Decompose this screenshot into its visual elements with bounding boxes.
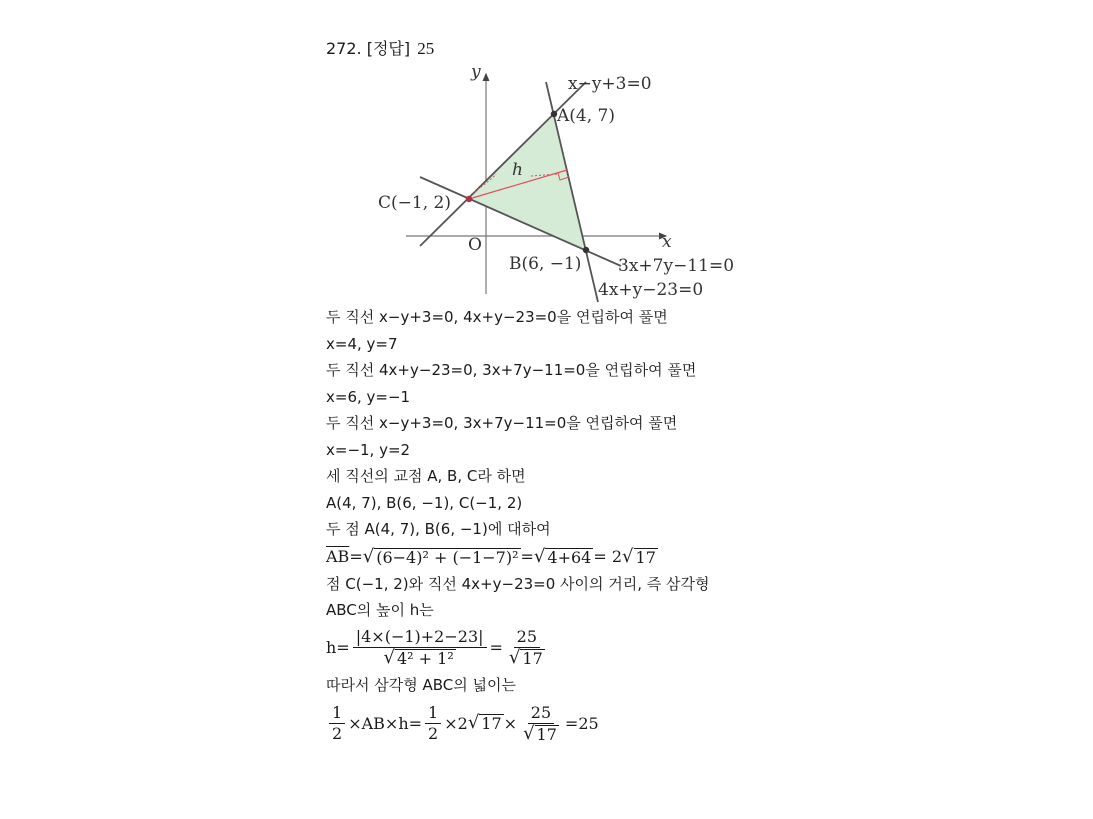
solution-page bbox=[326, 36, 766, 748]
sqrt-3: √ 17 bbox=[622, 545, 656, 567]
eq-sign: = bbox=[349, 547, 363, 566]
area-mid-2: ×2 bbox=[444, 713, 468, 733]
point-b-dot bbox=[583, 247, 589, 253]
text-line: 두 직선 x−y+3=0, 3x+7y−11=0을 연립하여 풀면 bbox=[326, 414, 678, 432]
eq-sign: = bbox=[520, 547, 534, 566]
text-line: 점 C(−1, 2)와 직선 4x+y−23=0 사이의 거리, 즉 삼각형 bbox=[326, 574, 710, 593]
line2-label: 3x+7y−11=0 bbox=[618, 256, 735, 276]
radicand: (6−4)² + (−1−7)² bbox=[376, 547, 519, 567]
text-line: 따라서 삼각형 ABC의 넓이는 bbox=[326, 675, 516, 694]
half-fraction: $\frac{1}{2}$ bbox=[329, 704, 345, 743]
area-fraction: 25 √ 17 bbox=[523, 702, 557, 744]
sqrt-2: √ 4+64 bbox=[533, 545, 592, 567]
area-result: =25 bbox=[564, 713, 599, 733]
point-b-label: B(6, −1) bbox=[509, 254, 582, 274]
h-label: h bbox=[512, 160, 523, 180]
frac-denominator: √ 17 bbox=[508, 647, 543, 668]
h-fraction bbox=[353, 628, 487, 667]
text-line: ABC의 높이 h는 bbox=[326, 601, 434, 619]
point-a-label: A(4, 7) bbox=[557, 106, 615, 126]
sqrt-17: √ 17 bbox=[467, 712, 502, 733]
origin-label: O bbox=[468, 235, 482, 255]
text-line: 두 직선 4x+y−23=0, 3x+7y−11=0을 연립하여 풀면 bbox=[326, 361, 697, 379]
h-fraction-2 bbox=[506, 628, 548, 667]
y-axis-label: y bbox=[471, 62, 481, 82]
x-axis-label: x bbox=[662, 232, 672, 252]
point-c-dot bbox=[466, 196, 472, 202]
text-line: A(4, 7), B(6, −1), C(−1, 2) bbox=[326, 493, 523, 512]
text-line: 세 직선의 교점 A, B, C라 하면 bbox=[326, 467, 526, 485]
text-line: x=6, y=−1 bbox=[326, 387, 411, 406]
answer-value: 25 bbox=[417, 39, 435, 58]
problem-header bbox=[326, 36, 766, 62]
text-line: 두 직선 x−y+3=0, 4x+y−23=0을 연립하여 풀면 bbox=[326, 308, 668, 326]
h-equation bbox=[326, 624, 766, 672]
area-equation bbox=[326, 698, 766, 748]
h-lhs: h= bbox=[326, 638, 350, 657]
text-line: x=−1, y=2 bbox=[326, 440, 411, 459]
sqrt-1: √ (6−4)² + (−1−7)² bbox=[362, 545, 519, 567]
text-line: x=4, y=7 bbox=[326, 334, 398, 353]
ab-segment: $\overline{AB}$ bbox=[326, 547, 350, 566]
problem-number: 272. [정답] bbox=[326, 39, 411, 58]
area-mid-1: ×AB×h= bbox=[348, 713, 423, 733]
frac-numerator: 25 bbox=[514, 628, 540, 648]
area-mid-3: × bbox=[503, 713, 518, 733]
radicand: 17 bbox=[635, 547, 656, 567]
frac-numerator: |4×(−1)+2−23| bbox=[353, 628, 487, 648]
eq-sign: = bbox=[489, 638, 503, 657]
frac-denominator: √ 4² + 1² bbox=[383, 647, 454, 668]
radicand: 4+64 bbox=[547, 547, 592, 567]
point-c-label: C(−1, 2) bbox=[378, 193, 451, 213]
line3-label: 4x+y−23=0 bbox=[598, 280, 704, 300]
text-line: 두 점 A(4, 7), B(6, −1)에 대하여 bbox=[326, 520, 551, 538]
ab-equation bbox=[326, 543, 766, 571]
line1-label: x−y+3=0 bbox=[568, 74, 652, 94]
half-fraction-2: $\frac{1}{2}$ bbox=[425, 704, 441, 743]
triangle-graph bbox=[326, 62, 766, 304]
eq-sign: = 2 bbox=[593, 547, 623, 566]
